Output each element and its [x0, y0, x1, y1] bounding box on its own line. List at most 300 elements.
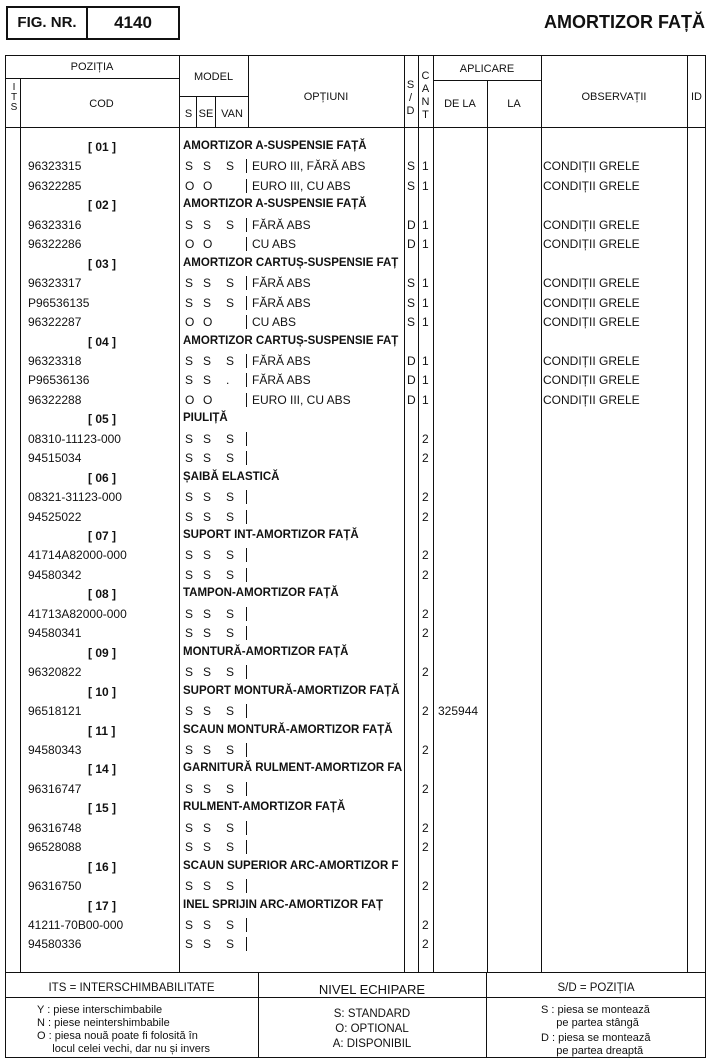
row-position: [ 07 ]: [88, 529, 117, 543]
position-group-row: [0, 759, 711, 779]
row-model-s: S: [185, 276, 194, 291]
row-model-s: S: [185, 217, 194, 232]
row-cod: 94580336: [28, 937, 82, 952]
header-model-se: SE: [198, 108, 214, 120]
row-cod: 96323318: [28, 353, 82, 368]
row-cod: 08321-31123-000: [28, 490, 122, 505]
part-row: [0, 876, 711, 896]
row-observation: CONDIȚII GRELE: [543, 217, 640, 232]
row-model-s: S: [185, 606, 194, 621]
row-model-se: O: [203, 237, 213, 252]
part-row: [0, 779, 711, 799]
row-description: SUPORT MONTURĂ-AMORTIZOR FAȚĂ: [183, 684, 400, 697]
header-bottom-line: [5, 127, 706, 128]
part-row: [0, 837, 711, 857]
grid-line: [179, 55, 180, 972]
row-quantity: 2: [422, 820, 429, 835]
row-cod: 96518121: [28, 704, 82, 719]
row-model-s: S: [185, 373, 194, 388]
part-row: [0, 312, 711, 332]
row-quantity: 2: [422, 840, 429, 855]
row-quantity: 1: [422, 178, 429, 193]
option-divider: [246, 179, 247, 193]
option-divider: [246, 704, 247, 718]
grid-line: [5, 78, 179, 79]
figure-label: FIG. NR.: [8, 8, 88, 38]
row-model-s: S: [185, 840, 194, 855]
row-description: SCAUN SUPERIOR ARC-AMORTIZOR F: [183, 859, 399, 872]
position-group-row: [0, 798, 711, 818]
row-model-van: S: [226, 295, 235, 310]
row-cod: 96320822: [28, 665, 82, 680]
row-cod: 94580343: [28, 742, 82, 757]
part-row: [0, 740, 711, 760]
footer-sd-line: pe partea dreaptă: [541, 1045, 644, 1057]
grid-line: [215, 96, 216, 127]
row-model-s: O: [185, 178, 195, 193]
row-model-s: S: [185, 353, 194, 368]
footer-its-line: O : piesa nouă poate fi folosită în: [37, 1030, 198, 1042]
part-row: [0, 818, 711, 838]
row-cod: 94580342: [28, 567, 82, 582]
row-model-se: S: [203, 509, 212, 524]
row-model-se: S: [203, 159, 212, 174]
row-quantity: 2: [422, 918, 429, 932]
footer-top-line: [5, 972, 706, 973]
row-side: D: [407, 373, 416, 388]
row-model-van: S: [226, 840, 235, 855]
part-row: [0, 915, 711, 935]
row-cod: 96322287: [28, 315, 82, 330]
row-option: FĂRĂ ABS: [252, 373, 311, 388]
option-divider: [246, 626, 247, 640]
row-description: RULMENT-AMORTIZOR FAȚĂ: [183, 801, 346, 814]
part-row: [0, 390, 711, 410]
part-row: [0, 273, 711, 293]
row-model-van: S: [226, 567, 235, 582]
row-observation: CONDIȚII GRELE: [543, 315, 640, 330]
row-quantity: 1: [422, 353, 429, 368]
row-model-van: S: [226, 353, 235, 368]
row-model-van: S: [226, 509, 235, 524]
header-optiuni: OPȚIUNI: [303, 91, 349, 103]
row-model-s: S: [185, 879, 194, 894]
row-model-se: S: [203, 217, 212, 232]
position-group-row: [0, 857, 711, 877]
position-group-row: [0, 643, 711, 663]
row-description: GARNITURĂ RULMENT-AMORTIZOR FA: [183, 762, 403, 775]
row-side: S: [407, 159, 416, 174]
row-model-se: S: [203, 451, 212, 466]
footer-nivel-line: O: OPTIONAL: [335, 1023, 409, 1035]
header-model: MODEL: [193, 71, 234, 83]
row-option: CU ABS: [252, 315, 297, 330]
position-group-row: [0, 254, 711, 274]
grid-line: [687, 55, 688, 972]
option-divider: [246, 937, 247, 951]
row-quantity: 2: [422, 704, 429, 719]
row-model-van: S: [226, 879, 235, 894]
row-option: EURO III, CU ABS: [252, 392, 351, 407]
option-divider: [246, 548, 247, 562]
footer-nivel-line: S: STANDARD: [333, 1008, 411, 1020]
row-cod: 96322286: [28, 237, 82, 252]
part-row: [0, 604, 711, 624]
row-side: S: [407, 315, 416, 330]
grid-line: [248, 55, 249, 127]
position-group-row: [0, 896, 711, 916]
row-model-se: S: [203, 606, 212, 621]
position-group-row: [0, 409, 711, 429]
row-position: [ 11 ]: [88, 723, 116, 738]
header-cant: C A N T: [421, 70, 430, 121]
header-la: LA: [507, 98, 521, 110]
position-group-row: [0, 721, 711, 741]
part-row: [0, 701, 711, 721]
row-model-s: S: [185, 431, 194, 446]
row-cod: P96536136: [28, 373, 90, 388]
option-divider: [246, 276, 247, 290]
row-position: [ 02 ]: [88, 198, 117, 213]
row-observation: CONDIȚII GRELE: [543, 178, 640, 193]
row-description: SCAUN MONTURĂ-AMORTIZOR FAȚĂ: [183, 723, 393, 736]
part-row: [0, 662, 711, 682]
row-model-se: O: [203, 178, 213, 193]
header-de-la: DE LA: [444, 98, 476, 110]
part-row: [0, 623, 711, 643]
footer-its-line: N : piese neintershimbabile: [37, 1017, 170, 1029]
row-model-van: S: [226, 490, 235, 505]
option-divider: [246, 296, 247, 310]
row-quantity: 2: [422, 567, 429, 582]
row-position: [ 10 ]: [88, 684, 117, 699]
row-model-se: S: [203, 781, 212, 796]
row-option: FĂRĂ ABS: [252, 217, 311, 232]
grid-line: [486, 972, 487, 1058]
part-row: [0, 429, 711, 449]
grid-line: [487, 80, 488, 972]
row-model-se: S: [203, 918, 212, 932]
header-observatii: OBSERVAȚII: [581, 91, 647, 103]
footer-sd-line: S : piesa se montează: [541, 1004, 650, 1016]
option-divider: [246, 315, 247, 329]
position-group-row: [0, 584, 711, 604]
row-model-se: S: [203, 840, 212, 855]
row-model-se: S: [203, 548, 212, 563]
row-cod: 96323315: [28, 159, 82, 174]
row-quantity: 2: [422, 742, 429, 757]
option-divider: [246, 879, 247, 893]
row-cod: 96322285: [28, 178, 82, 193]
figure-number-box: [6, 6, 180, 40]
row-cod: 41211-70B00-000: [28, 918, 124, 932]
row-position: [ 15 ]: [88, 801, 117, 816]
part-row: [0, 215, 711, 235]
row-model-se: S: [203, 276, 212, 291]
row-model-van: S: [226, 159, 235, 174]
row-cod: 96316750: [28, 879, 82, 894]
row-description: MONTURĂ-AMORTIZOR FAȚĂ: [183, 645, 349, 658]
row-description: ȘAIBĂ ELASTICĂ: [183, 470, 280, 483]
row-model-se: S: [203, 820, 212, 835]
row-quantity: 2: [422, 937, 429, 952]
row-model-s: S: [185, 937, 194, 952]
row-quantity: 2: [422, 606, 429, 621]
header-its: I T S: [10, 82, 18, 113]
row-cod: 96316748: [28, 820, 82, 835]
footer-its-line: locul celei vechi, dar nu și invers: [37, 1043, 211, 1055]
position-group-row: [0, 195, 711, 215]
row-position: [ 03 ]: [88, 256, 117, 271]
row-model-se: O: [203, 315, 213, 330]
row-model-s: S: [185, 159, 194, 174]
row-cod: 94515034: [28, 451, 82, 466]
footer-sd-line: D : piesa se montează: [541, 1032, 651, 1044]
row-cod: 96323317: [28, 276, 82, 291]
row-position: [ 05 ]: [88, 412, 117, 427]
row-model-s: S: [185, 918, 194, 932]
row-quantity: 2: [422, 451, 429, 466]
part-row: [0, 934, 711, 954]
row-option: FĂRĂ ABS: [252, 353, 311, 368]
row-observation: CONDIȚII GRELE: [543, 159, 640, 174]
part-row: [0, 565, 711, 585]
row-quantity: 1: [422, 315, 429, 330]
part-row: [0, 370, 711, 390]
row-model-s: S: [185, 548, 194, 563]
row-model-van: S: [226, 606, 235, 621]
row-option: EURO III, CU ABS: [252, 178, 351, 193]
page-title: AMORTIZOR FAȚĂ: [544, 12, 705, 32]
option-divider: [246, 373, 247, 387]
row-position: [ 08 ]: [88, 587, 117, 602]
grid-line: [404, 55, 405, 972]
part-row: [0, 293, 711, 313]
row-observation: CONDIȚII GRELE: [543, 353, 640, 368]
row-model-van: S: [226, 451, 235, 466]
row-model-s: O: [185, 315, 195, 330]
row-quantity: 2: [422, 665, 429, 680]
option-divider: [246, 510, 247, 524]
row-model-s: S: [185, 509, 194, 524]
row-description: AMORTIZOR CARTUȘ-SUSPENSIE FAȚ: [183, 334, 399, 347]
row-model-se: S: [203, 937, 212, 952]
row-position: [ 06 ]: [88, 470, 117, 485]
row-option: CU ABS: [252, 237, 297, 252]
footer-sd-line: pe partea stângă: [541, 1017, 639, 1029]
row-quantity: 2: [422, 781, 429, 796]
row-observation: CONDIȚII GRELE: [543, 373, 640, 388]
grid-line: [179, 96, 248, 97]
row-model-se: S: [203, 373, 212, 388]
row-model-van: S: [226, 704, 235, 719]
row-position: [ 16 ]: [88, 859, 117, 874]
header-aplicare: APLICARE: [459, 63, 515, 75]
part-row: [0, 448, 711, 468]
row-model-van: S: [226, 431, 235, 446]
row-description: SUPORT INT-AMORTIZOR FAȚĂ: [183, 529, 359, 541]
row-quantity: 2: [422, 431, 429, 446]
row-model-s: S: [185, 626, 194, 641]
row-model-se: S: [203, 490, 212, 505]
option-divider: [246, 568, 247, 582]
row-model-s: S: [185, 742, 194, 757]
row-model-s: S: [185, 490, 194, 505]
row-side: S: [407, 295, 416, 310]
row-side: D: [407, 237, 416, 252]
footer-its-title: ITS = INTERSCHIMBABILITATE: [48, 982, 215, 994]
row-observation: CONDIȚII GRELE: [543, 392, 640, 407]
option-divider: [246, 918, 247, 932]
row-quantity: 1: [422, 237, 429, 252]
row-position: [ 04 ]: [88, 334, 117, 349]
option-divider: [246, 159, 247, 173]
row-model-van: S: [226, 626, 235, 641]
row-model-van: S: [226, 665, 235, 680]
row-model-van: S: [226, 276, 235, 291]
row-model-se: S: [203, 626, 212, 641]
row-quantity: 2: [422, 509, 429, 524]
option-divider: [246, 607, 247, 621]
row-cod: 96323316: [28, 217, 82, 232]
option-divider: [246, 393, 247, 407]
row-model-s: O: [185, 237, 195, 252]
row-quantity: 1: [422, 276, 429, 291]
option-divider: [246, 354, 247, 368]
grid-line: [20, 78, 21, 972]
row-description: PIULIȚĂ: [183, 412, 228, 425]
part-row: [0, 176, 711, 196]
grid-line: [196, 96, 197, 127]
row-cod: P96536135: [28, 295, 90, 310]
option-divider: [246, 782, 247, 796]
row-position: [ 09 ]: [88, 645, 117, 660]
row-option: FĂRĂ ABS: [252, 295, 311, 310]
row-model-s: S: [185, 567, 194, 582]
header-cod: COD: [89, 98, 114, 110]
row-model-van: S: [226, 937, 235, 952]
row-cod: 94580341: [28, 626, 82, 641]
footer-nivel-line: A: DISPONIBIL: [332, 1038, 412, 1050]
row-model-se: S: [203, 431, 212, 446]
option-divider: [246, 490, 247, 504]
row-description: AMORTIZOR A-SUSPENSIE FAȚĂ: [183, 140, 367, 152]
row-quantity: 1: [422, 159, 429, 174]
row-model-se: S: [203, 665, 212, 680]
row-description: AMORTIZOR A-SUSPENSIE FAȚĂ: [183, 198, 367, 211]
row-model-se: O: [203, 392, 213, 407]
part-row: [0, 545, 711, 565]
option-divider: [246, 821, 247, 835]
row-side: S: [407, 178, 416, 193]
footer-sd-title: S/D = POZIȚIA: [557, 982, 635, 994]
row-model-se: S: [203, 295, 212, 310]
row-cod: 41714A82000-000: [28, 548, 127, 563]
option-divider: [246, 451, 247, 465]
grid-line: [258, 972, 259, 1058]
row-quantity: 1: [422, 295, 429, 310]
row-quantity: 2: [422, 626, 429, 641]
row-side: S: [407, 276, 416, 291]
grid-line: [541, 55, 542, 972]
row-cod: 96316747: [28, 781, 82, 796]
row-side: D: [407, 217, 416, 232]
row-quantity: 1: [422, 392, 429, 407]
part-row: [0, 351, 711, 371]
option-divider: [246, 743, 247, 757]
row-cod: 41713A82000-000: [28, 606, 127, 621]
grid-line: [418, 55, 419, 972]
row-observation: CONDIȚII GRELE: [543, 276, 640, 291]
row-description: INEL SPRIJIN ARC-AMORTIZOR FAȚ: [183, 898, 383, 911]
row-model-van: S: [226, 548, 235, 563]
row-quantity: 2: [422, 548, 429, 563]
row-model-s: S: [185, 820, 194, 835]
row-option: EURO III, FĂRĂ ABS: [252, 159, 366, 174]
row-observation: CONDIȚII GRELE: [543, 237, 640, 252]
row-option: FĂRĂ ABS: [252, 276, 311, 291]
row-description: TAMPON-AMORTIZOR FAȚĂ: [183, 587, 339, 600]
row-cod: 96322288: [28, 392, 82, 407]
position-group-row: [0, 682, 711, 702]
position-group-row: [0, 137, 711, 157]
option-divider: [246, 218, 247, 232]
option-divider: [246, 840, 247, 854]
row-model-s: O: [185, 392, 195, 407]
row-quantity: 1: [422, 217, 429, 232]
row-model-van: S: [226, 217, 235, 232]
row-model-se: S: [203, 742, 212, 757]
option-divider: [246, 432, 247, 446]
row-model-s: S: [185, 451, 194, 466]
position-group-row: [0, 468, 711, 488]
row-cod: 08310-11123-000: [28, 431, 121, 446]
row-side: D: [407, 392, 416, 407]
footer-its-line: Y : piese interschimbabile: [37, 1004, 163, 1016]
row-quantity: 1: [422, 373, 429, 388]
row-model-s: S: [185, 781, 194, 796]
row-model-s: S: [185, 704, 194, 719]
figure-number: 4140: [114, 13, 152, 32]
header-model-van: VAN: [221, 108, 243, 120]
part-row: [0, 507, 711, 527]
grid-line: [5, 997, 706, 998]
row-model-van: S: [226, 918, 235, 932]
row-observation: CONDIȚII GRELE: [543, 295, 640, 310]
footer-nivel-title: NIVEL ECHIPARE: [318, 982, 426, 997]
header-id: ID: [691, 91, 702, 103]
row-model-se: S: [203, 567, 212, 582]
row-cod: 96528088: [28, 840, 82, 855]
row-position: [ 01 ]: [88, 140, 117, 154]
position-group-row: [0, 332, 711, 352]
part-row: [0, 487, 711, 507]
header-sd: S / D: [406, 79, 415, 117]
row-model-van: S: [226, 820, 235, 835]
row-model-van: .: [226, 373, 230, 388]
part-row: [0, 234, 711, 254]
position-group-row: [0, 526, 711, 546]
row-cod: 94525022: [28, 509, 82, 524]
option-divider: [246, 665, 247, 679]
row-model-s: S: [185, 295, 194, 310]
header-pozitia: POZIȚIA: [70, 61, 114, 73]
row-model-se: S: [203, 879, 212, 894]
row-model-van: S: [226, 742, 235, 757]
row-model-se: S: [203, 704, 212, 719]
row-position: [ 17 ]: [88, 898, 117, 913]
grid-line: [433, 55, 434, 972]
